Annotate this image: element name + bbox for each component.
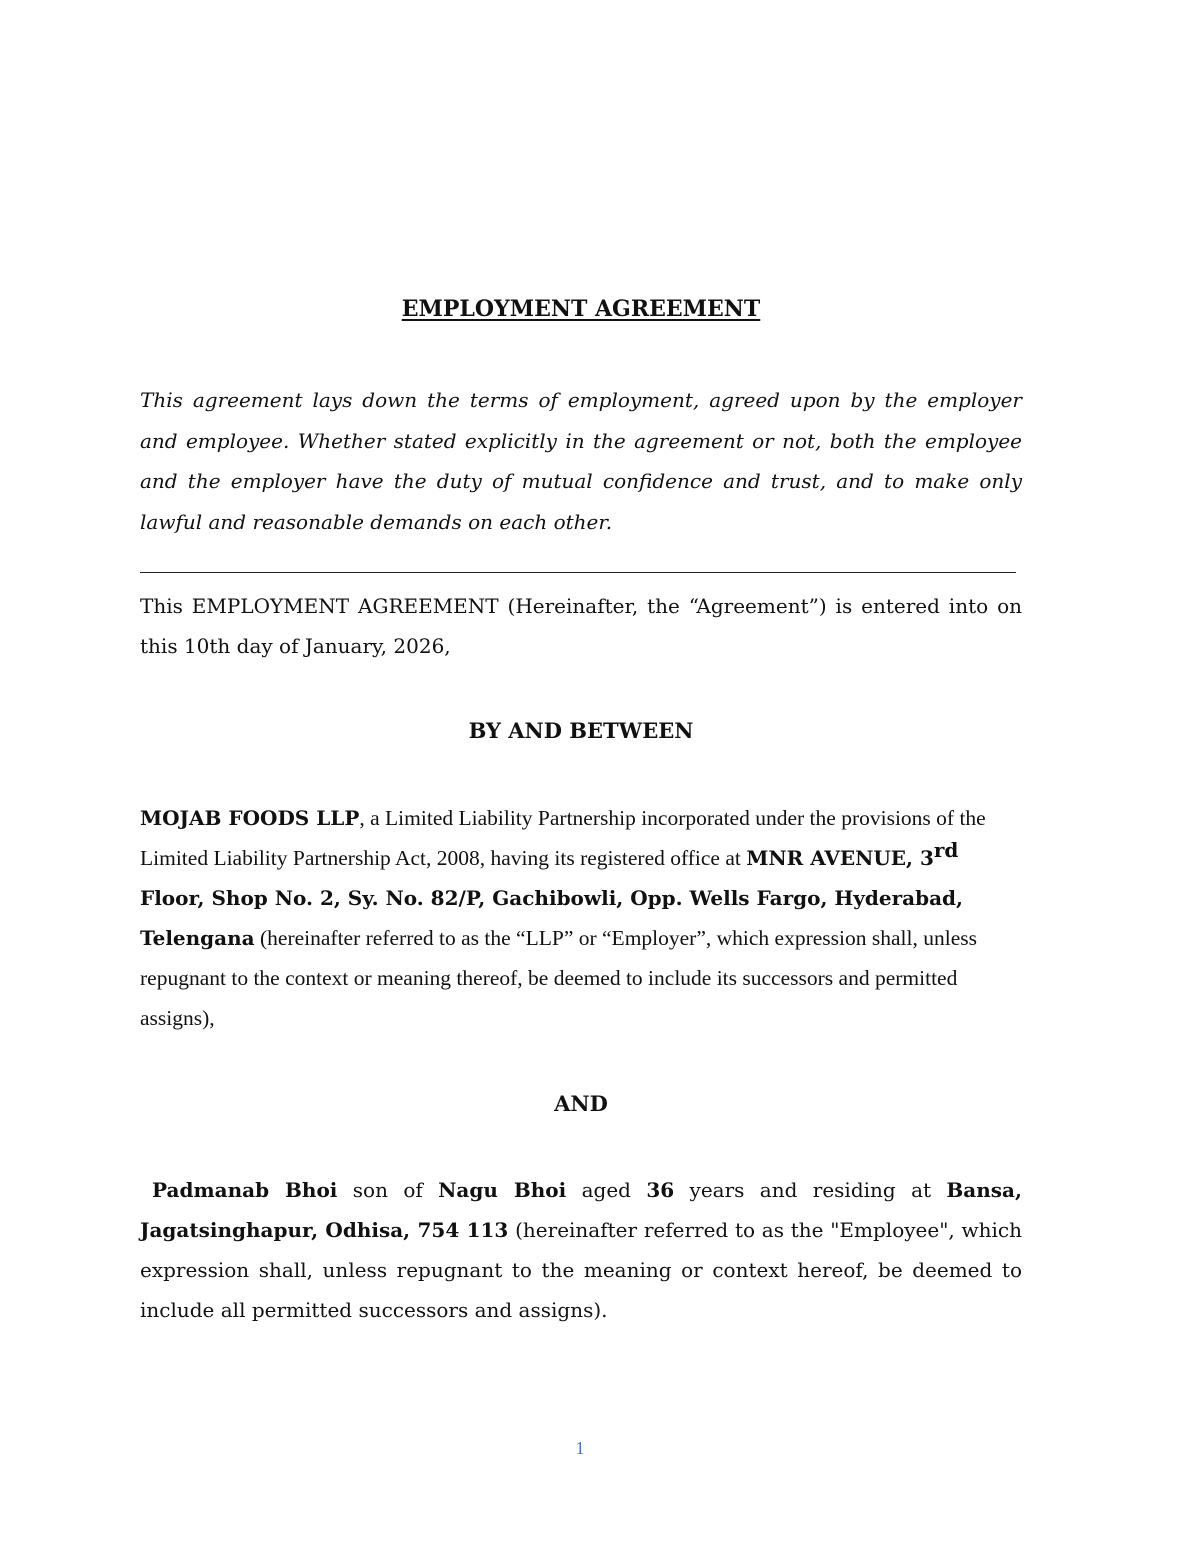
employer-address-part-1: MNR AVENUE, 3 (746, 846, 934, 870)
document-title: EMPLOYMENT AGREEMENT (401, 296, 761, 322)
employer-description: , a Limited Liability Partnership incorporated under the provisions of the Limited Liability Partnership Act, 2008, having its registered office at (140, 806, 986, 870)
employee-definition: (hereinafter referred to as the "Employee", which expression shall, unless repugnant to the meaning or context hereof, be deemed to include all permitted successors and assigns). (140, 1218, 1022, 1322)
employer-paragraph (140, 798, 1022, 1038)
employee-paragraph (140, 1170, 1022, 1330)
employee-name: Padmanab Bhoi (152, 1178, 338, 1202)
employee-text-aged: aged (566, 1178, 647, 1202)
employee-father-name: Nagu Bhoi (438, 1178, 567, 1202)
and-heading: AND (554, 1091, 608, 1116)
employer-name: MOJAB FOODS LLP (140, 806, 360, 830)
floor-ordinal-superscript: rd (933, 837, 959, 862)
employee-text-residing: years and residing at (674, 1178, 947, 1202)
employee-address: Bansa, Jagatsinghapur, Odhisa, 754 113 (140, 1178, 1022, 1242)
employee-text-son-of: son of (337, 1178, 439, 1202)
employer-address-part-2: Floor, Shop No. 2, Sy. No. 82/P, Gachibowli, Opp. Wells Fargo, Hyderabad, Telengana (140, 886, 963, 950)
page-number: 1 (575, 1438, 585, 1458)
employee-age: 36 (646, 1178, 675, 1202)
intro-paragraph: This agreement lays down the terms of employment, agreed upon by the employer and employee. Whether stated explicitly in the agreement or not, both the employee and the employer have the duty of mutual confidence and trust, and to make only lawful and reasonable demands on each other. (140, 388, 1022, 534)
by-and-between-heading: BY AND BETWEEN (468, 718, 694, 743)
horizontal-divider (140, 572, 1016, 573)
employer-definition: (hereinafter referred to as the “LLP” or “Employer”, which expression shall, unless repugnant to the context or meaning thereof, be deemed to include its successors and permitted assigns), (140, 926, 977, 1030)
opening-paragraph: This EMPLOYMENT AGREEMENT (Hereinafter, the “Agreement”) is entered into on this 10th day of January, 2026, (140, 594, 1022, 658)
